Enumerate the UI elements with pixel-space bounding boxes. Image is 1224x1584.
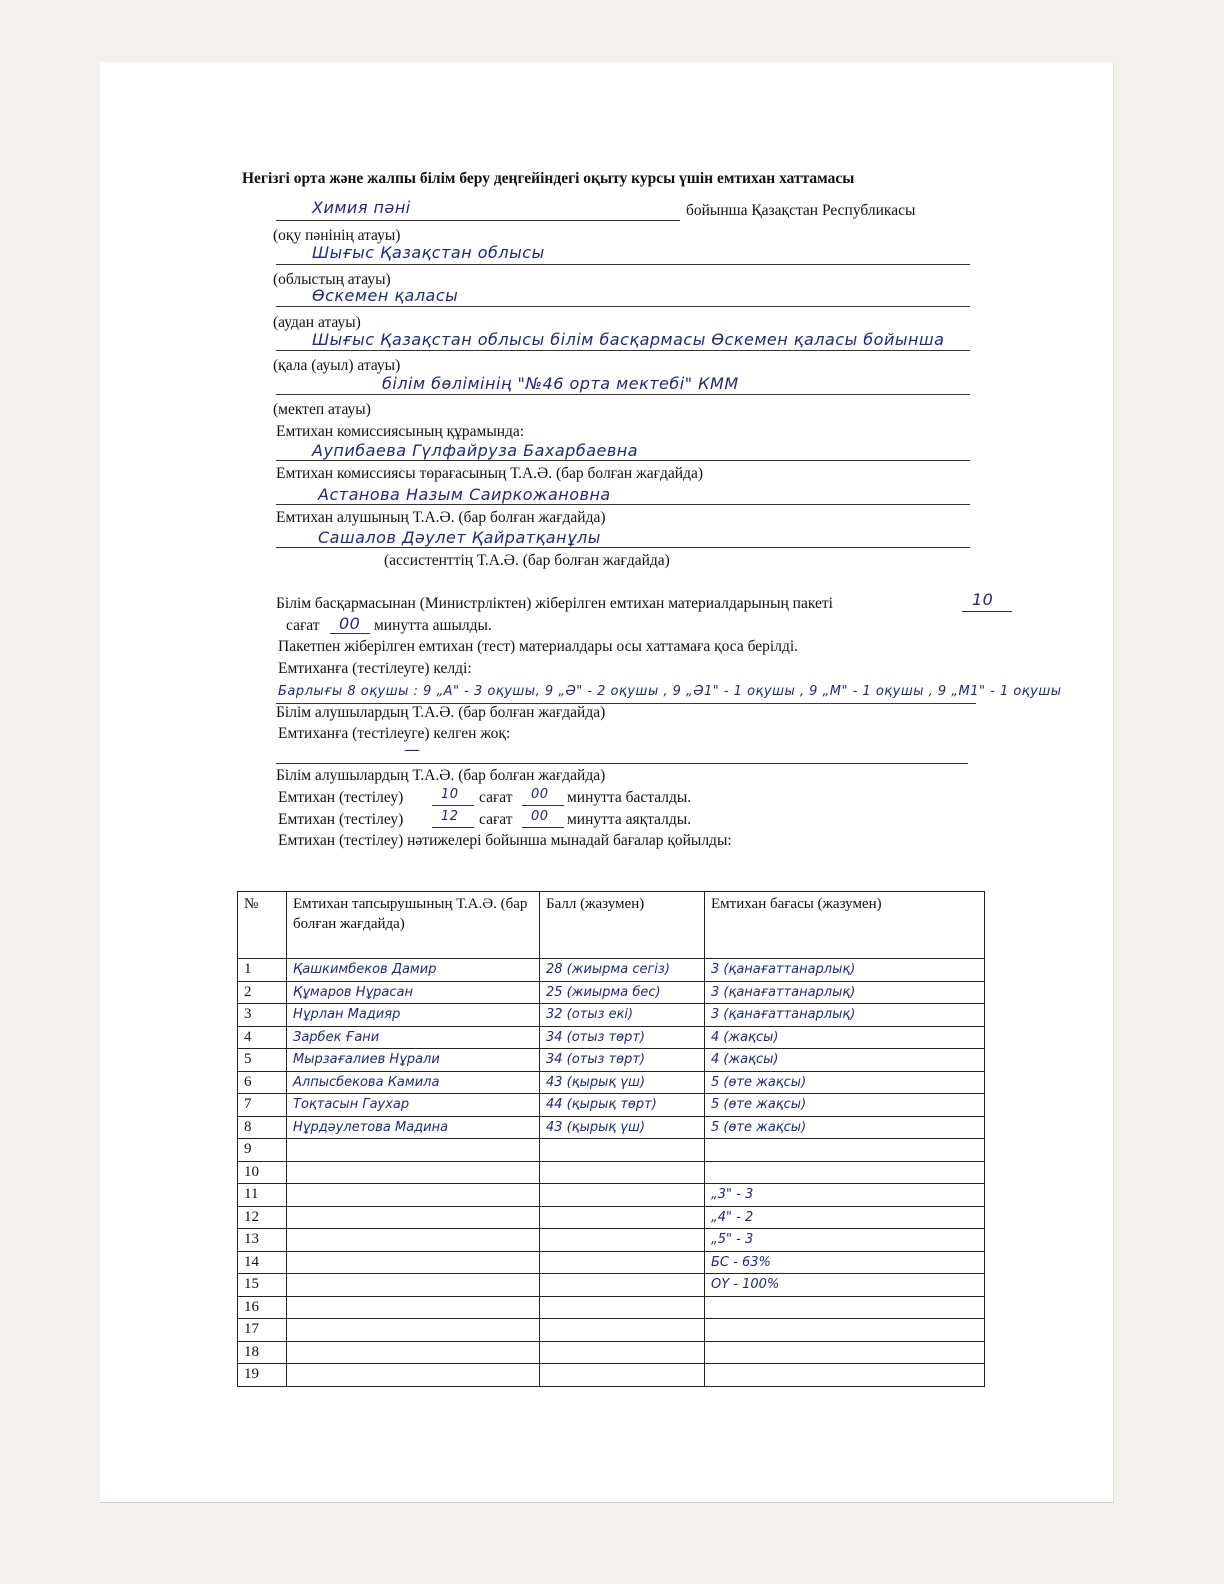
student-name-cell xyxy=(287,1229,540,1252)
score-cell: 25 (жиырма бес) xyxy=(540,981,705,1004)
absent-caption: Білім алушылардың Т.А.Ә. (бар болған жағдайда) xyxy=(276,767,606,784)
student-name-cell xyxy=(287,1364,540,1387)
grade-cell: 4 (жақсы) xyxy=(705,1026,985,1049)
table-row xyxy=(238,1364,985,1387)
score-cell xyxy=(540,1274,705,1297)
grade-cell xyxy=(705,1296,985,1319)
score-cell: 34 (отыз төрт) xyxy=(540,1026,705,1049)
grade-cell xyxy=(705,1319,985,1342)
table-row xyxy=(238,1229,985,1252)
region-value: Шығыс Қазақстан облысы xyxy=(312,243,545,262)
arrived-label: Емтиханға (тестілеуге) келді: xyxy=(278,660,472,677)
row-number-cell: 15 xyxy=(238,1274,287,1297)
grade-cell: „3" - 3 xyxy=(705,1184,985,1207)
grade-cell: 3 (қанағаттанарлық) xyxy=(705,959,985,982)
grade-cell: 4 (жақсы) xyxy=(705,1049,985,1072)
score-cell xyxy=(540,1251,705,1274)
table-row xyxy=(238,1049,985,1072)
row-number-cell: 12 xyxy=(238,1206,287,1229)
row-number-cell: 17 xyxy=(238,1319,287,1342)
examiner-underline xyxy=(276,504,970,505)
score-cell xyxy=(540,1319,705,1342)
score-cell xyxy=(540,1206,705,1229)
grade-cell xyxy=(705,1161,985,1184)
row-number-cell: 1 xyxy=(238,959,287,982)
arrived-caption: Білім алушылардың Т.А.Ә. (бар болған жағдайда) xyxy=(276,704,606,721)
start-word-hour: сағат xyxy=(479,789,513,806)
end-suffix: минутта аяқталды. xyxy=(567,811,692,828)
end-word-hour: сағат xyxy=(479,811,513,828)
student-name-cell: Нұрдәулетова Мадина xyxy=(287,1116,540,1139)
region-underline xyxy=(276,264,970,265)
grades-table xyxy=(237,891,985,1387)
package-opened: минутта ашылды. xyxy=(374,617,492,634)
examiner-caption: Емтихан алушының Т.А.Ә. (бар болған жағдайда) xyxy=(276,509,606,526)
row-number-cell: 16 xyxy=(238,1296,287,1319)
table-row xyxy=(238,981,985,1004)
start-suffix: минутта басталды. xyxy=(567,789,692,806)
table-row xyxy=(238,1251,985,1274)
end-hour-underline xyxy=(432,827,474,828)
score-cell xyxy=(540,1184,705,1207)
chair-underline xyxy=(276,460,970,461)
absent-label: Емтиханға (тестілеуге) келген жоқ: xyxy=(278,725,511,742)
package-minute-underline xyxy=(330,633,370,634)
row-number-cell: 9 xyxy=(238,1139,287,1162)
district-underline xyxy=(276,306,970,307)
grade-cell: ОҮ - 100% xyxy=(705,1274,985,1297)
city-underline xyxy=(276,350,970,351)
table-row xyxy=(238,1341,985,1364)
row-number-cell: 4 xyxy=(238,1026,287,1049)
row-number-cell: 13 xyxy=(238,1229,287,1252)
row-number-cell: 5 xyxy=(238,1049,287,1072)
end-hour: 12 xyxy=(441,809,459,824)
grade-cell: 5 (өте жақсы) xyxy=(705,1116,985,1139)
package-hour-underline xyxy=(962,611,1012,612)
student-name-cell: Зарбек Ғани xyxy=(287,1026,540,1049)
table-row xyxy=(238,1296,985,1319)
table-row xyxy=(238,1161,985,1184)
table-header-row xyxy=(238,892,985,959)
header-grade: Емтихан бағасы (жазумен) xyxy=(705,892,985,959)
row-number-cell: 19 xyxy=(238,1364,287,1387)
table-row xyxy=(238,1206,985,1229)
table-row xyxy=(238,1094,985,1117)
results-line: Емтихан (тестілеу) нәтижелері бойынша мынадай бағалар қойылды: xyxy=(278,832,732,849)
score-cell: 43 (қырық үш) xyxy=(540,1071,705,1094)
student-name-cell: Алпысбекова Камила xyxy=(287,1071,540,1094)
package-word-hour: сағат xyxy=(286,617,320,634)
student-name-cell xyxy=(287,1341,540,1364)
arrived-value: Барлығы 8 оқушы : 9 „А" - 3 оқушы, 9 „Ә" - 2 оқушы , 9 „Ә1" - 1 оқушы , 9 „М" - 1 оқушы , 9 „М1" - 1 оқушы xyxy=(278,684,1062,699)
grade-cell: БС - 63% xyxy=(705,1251,985,1274)
grade-cell: 3 (қанағаттанарлық) xyxy=(705,1004,985,1027)
grade-cell: 5 (өте жақсы) xyxy=(705,1071,985,1094)
package-minute: 00 xyxy=(339,614,361,633)
end-minute-underline xyxy=(522,827,564,828)
student-name-cell xyxy=(287,1251,540,1274)
score-cell: 34 (отыз төрт) xyxy=(540,1049,705,1072)
student-name-cell: Құмаров Нұрасан xyxy=(287,981,540,1004)
commission-label: Емтихан комиссиясының құрамында: xyxy=(276,423,525,440)
row-number-cell: 6 xyxy=(238,1071,287,1094)
end-minute: 00 xyxy=(531,809,549,824)
grade-cell: 3 (қанағаттанарлық) xyxy=(705,981,985,1004)
header-name: Емтихан тапсырушының Т.А.Ә. (бар болған жағдайда) xyxy=(287,892,540,959)
table-row xyxy=(238,1026,985,1049)
student-name-cell: Мырзағалиев Нұрали xyxy=(287,1049,540,1072)
district-value: Өскемен қаласы xyxy=(312,286,459,305)
table-row xyxy=(238,1184,985,1207)
row-number-cell: 14 xyxy=(238,1251,287,1274)
absent-underline xyxy=(276,763,968,764)
score-cell: 28 (жиырма сегіз) xyxy=(540,959,705,982)
header-number: № xyxy=(238,892,287,959)
row-number-cell: 3 xyxy=(238,1004,287,1027)
student-name-cell xyxy=(287,1319,540,1342)
student-name-cell xyxy=(287,1184,540,1207)
end-prefix: Емтихан (тестілеу) xyxy=(278,811,404,828)
student-name-cell xyxy=(287,1139,540,1162)
start-hour-underline xyxy=(432,805,474,806)
subject-underline xyxy=(276,220,680,221)
table-row xyxy=(238,1116,985,1139)
city-value: Шығыс Қазақстан облысы білім басқармасы Өскемен қаласы бойынша xyxy=(312,330,945,349)
start-prefix: Емтихан (тестілеу) xyxy=(278,789,404,806)
subject-value: Химия пәні xyxy=(312,198,411,217)
row-number-cell: 10 xyxy=(238,1161,287,1184)
score-cell xyxy=(540,1139,705,1162)
city-caption: (қала (ауыл) атауы) xyxy=(273,357,401,374)
table-row xyxy=(238,1319,985,1342)
grade-cell xyxy=(705,1341,985,1364)
start-minute-underline xyxy=(522,805,564,806)
grade-cell: „4" - 2 xyxy=(705,1206,985,1229)
table-row xyxy=(238,1071,985,1094)
row-number-cell: 2 xyxy=(238,981,287,1004)
row-number-cell: 18 xyxy=(238,1341,287,1364)
score-cell xyxy=(540,1364,705,1387)
score-cell xyxy=(540,1229,705,1252)
district-caption: (аудан атауы) xyxy=(273,314,361,331)
examiner-value: Астанова Назым Саиркожановна xyxy=(318,485,611,504)
start-minute: 00 xyxy=(531,787,549,802)
package-line: Білім басқармасынан (Министрліктен) жіберілген емтихан материалдарының пакеті xyxy=(276,595,833,612)
grade-cell xyxy=(705,1364,985,1387)
absent-value: — xyxy=(404,740,421,759)
table-row xyxy=(238,1139,985,1162)
score-cell xyxy=(540,1341,705,1364)
student-name-cell: Тоқтасын Гаухар xyxy=(287,1094,540,1117)
table-row xyxy=(238,959,985,982)
student-name-cell xyxy=(287,1206,540,1229)
region-caption: (облыстың атауы) xyxy=(273,271,391,288)
row-number-cell: 8 xyxy=(238,1116,287,1139)
assistant-value: Сашалов Дәулет Қайратқанұлы xyxy=(318,528,601,547)
start-hour: 10 xyxy=(441,787,459,802)
chair-caption: Емтихан комиссиясы төрағасының Т.А.Ә. (бар болған жағдайда) xyxy=(276,465,704,482)
package-hour: 10 xyxy=(972,590,994,609)
score-cell xyxy=(540,1296,705,1319)
grade-cell: 5 (өте жақсы) xyxy=(705,1094,985,1117)
table-row xyxy=(238,1004,985,1027)
subject-suffix: бойынша Қазақстан Республикасы xyxy=(686,202,916,219)
school-caption: (мектеп атауы) xyxy=(273,401,371,418)
student-name-cell: Қашкимбеков Дамир xyxy=(287,959,540,982)
grades-body xyxy=(238,959,985,1387)
attached-text: Пакетпен жіберілген емтихан (тест) материалдары осы хаттамаға қоса берілді. xyxy=(278,638,799,655)
subject-caption: (оқу пәнінің атауы) xyxy=(273,227,401,244)
grade-cell xyxy=(705,1139,985,1162)
student-name-cell xyxy=(287,1296,540,1319)
school-underline xyxy=(276,394,970,395)
score-cell xyxy=(540,1161,705,1184)
row-number-cell: 11 xyxy=(238,1184,287,1207)
student-name-cell: Нұрлан Мадияр xyxy=(287,1004,540,1027)
chair-value: Аупибаева Гүлфайруза Бахарбаевна xyxy=(312,441,639,460)
header-score: Балл (жазумен) xyxy=(540,892,705,959)
assistant-caption: (ассистенттің Т.А.Ә. (бар болған жағдайда) xyxy=(384,552,670,569)
grade-cell: „5" - 3 xyxy=(705,1229,985,1252)
school-value: білім бөлімінің "№46 орта мектебі" КММ xyxy=(382,374,739,393)
score-cell: 32 (отыз екі) xyxy=(540,1004,705,1027)
student-name-cell xyxy=(287,1161,540,1184)
score-cell: 43 (қырық үш) xyxy=(540,1116,705,1139)
assistant-underline xyxy=(276,547,970,548)
score-cell: 44 (қырық төрт) xyxy=(540,1094,705,1117)
table-row xyxy=(238,1274,985,1297)
document-title: Негізгі орта және жалпы білім беру деңгейіндегі оқыту курсы үшін емтихан хаттамасы xyxy=(242,170,855,187)
student-name-cell xyxy=(287,1274,540,1297)
row-number-cell: 7 xyxy=(238,1094,287,1117)
